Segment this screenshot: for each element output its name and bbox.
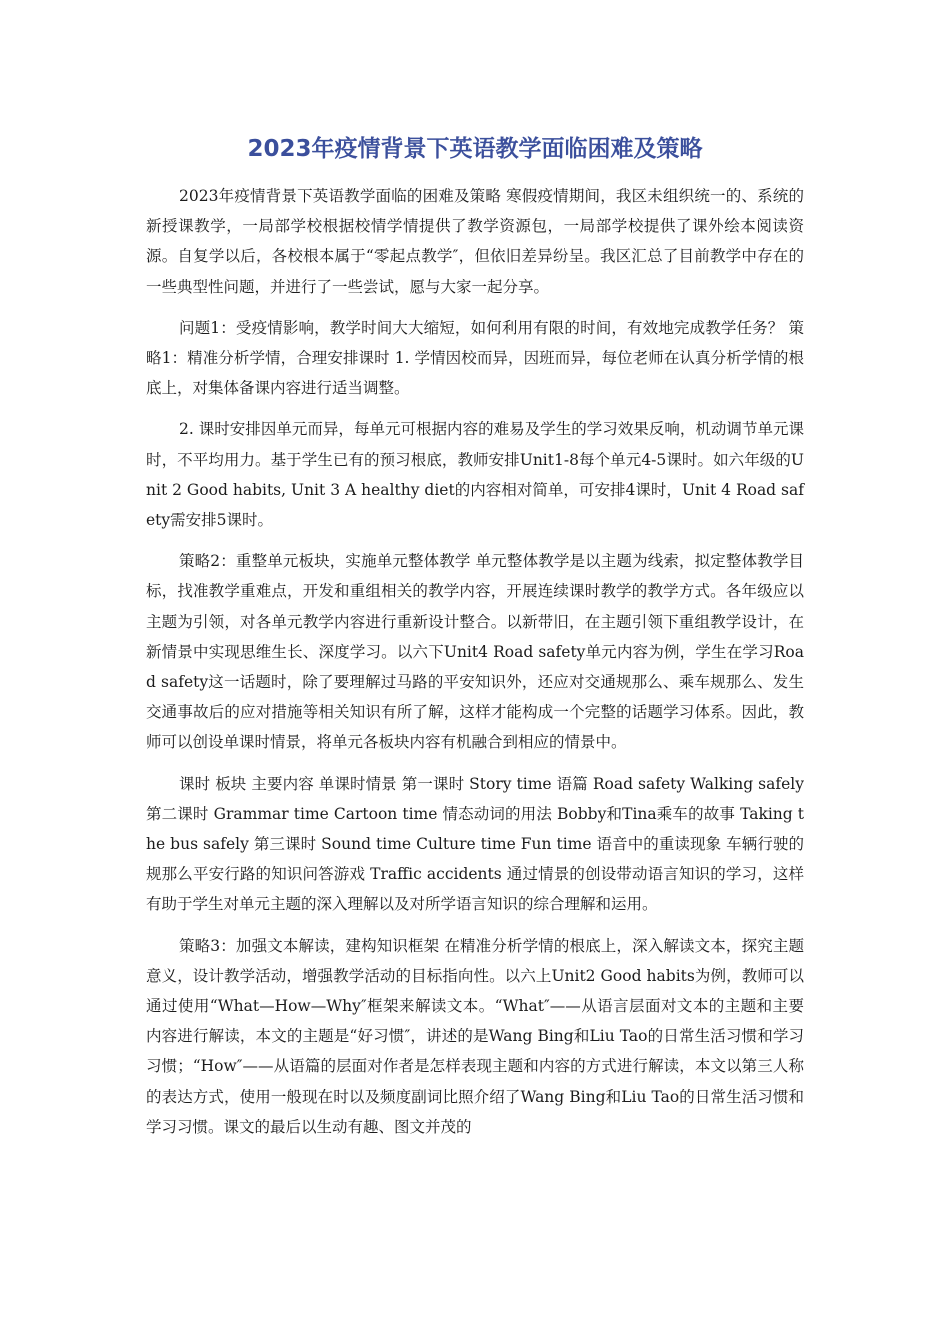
document-title: 2023年疫情背景下英语教学面临困难及策略 (247, 136, 703, 162)
document-body (146, 181, 804, 1153)
paragraph-intro: 2023年疫情背景下英语教学面临的困难及策略 寒假疫情期间，我区未组织统一的、系统的新授课教学，一局部学校根据校情学情提供了教学资源包，一局部学校提供了课外绘本阅读资源。自复学以后，各校根本属于“零起点教学″，但依旧差异纷呈。我区汇总了目前教学中存在的一些典型性问题，并进行了一些尝试，愿与大家一起分享。 (146, 187, 804, 296)
paragraph-lesson-arrangement: 2. 课时安排因单元而异，每单元可根据内容的难易及学生的学习效果反响，机动调节单元课时，不平均用力。基于学生已有的预习根底，教师安排Unit1-8每个单元4-5课时。如六年级的Unit 2 Good habits, Unit 3 A healthy diet的内容相对简单，可安排4课时，Unit 4 Road safety需安排5课时。 (146, 420, 804, 530)
paragraph-strategy-2: 策略2：重整单元板块，实施单元整体教学 单元整体教学是以主题为线索，拟定整体教学目标，找准教学重难点，开发和重组相关的教学内容，开展连续课时教学的教学方式。各年级应以主题为引领，对各单元教学内容进行重新设计整合。以新带旧，在主题引领下重组教学设计，在新情景中实现思维生长、深度学习。以六下Unit4 Road safety单元内容为例，学生在学习Road safety这一话题时，除了要理解过马路的平安知识外，还应对交通规那么、乘车规那么、发生交通事故后的应对措施等相关知识有所了解，这样才能构成一个完整的话题学习体系。因此，教师可以创设单课时情景，将单元各板块内容有机融合到相应的情景中。 (146, 552, 804, 752)
paragraph-strategy-3: 策略3：加强文本解读，建构知识框架 在精准分析学情的根底上，深入解读文本，探究主题意义，设计教学活动，增强教学活动的目标指向性。以六上Unit2 Good habits为例，教师可以通过使用“What—How—Why″框架来解读文本。“What″——从语言层面对文本的主题和主要内容进行解读，本文的主题是“好习惯″，讲述的是Wang Bing和Liu Tao的日常生活习惯和学习习惯；“How″——从语篇的层面对作者是怎样表现主题和内容的方式进行解读，本文以第三人称的表达方式，使用一般现在时以及频度副词比照介绍了Wang Bing和Liu Tao的日常生活习惯和学习习惯。课文的最后以生动有趣、图文并茂的 (146, 936, 804, 1136)
paragraph-problem-1: 问题1：受疫情影响，教学时间大大缩短，如何利用有限的时间，有效地完成教学任务？ 策略1：精准分析学情，合理安排课时 1. 学情因校而异，因班而异，每位老师在认真分析学情的根底上，对集体备课内容进行适当调整。 (146, 318, 804, 398)
paragraph-lesson-table: 课时 板块 主要内容 单课时情景 第一课时 Story time 语篇 Road safety Walking safely 第二课时 Grammar time Cartoon time 情态动词的用法 Bobby和Tina乘车的故事 Taking the bus safely 第三课时 Sound time Culture time Fun time 语音中的重读现象 车辆行驶的规那么平安行路的知识问答游戏 Traffic accidents 通过情景的创设带动语言知识的学习，这样有助于学生对单元主题的深入理解以及对所学语言知识的综合理解和运用。 (146, 774, 804, 914)
